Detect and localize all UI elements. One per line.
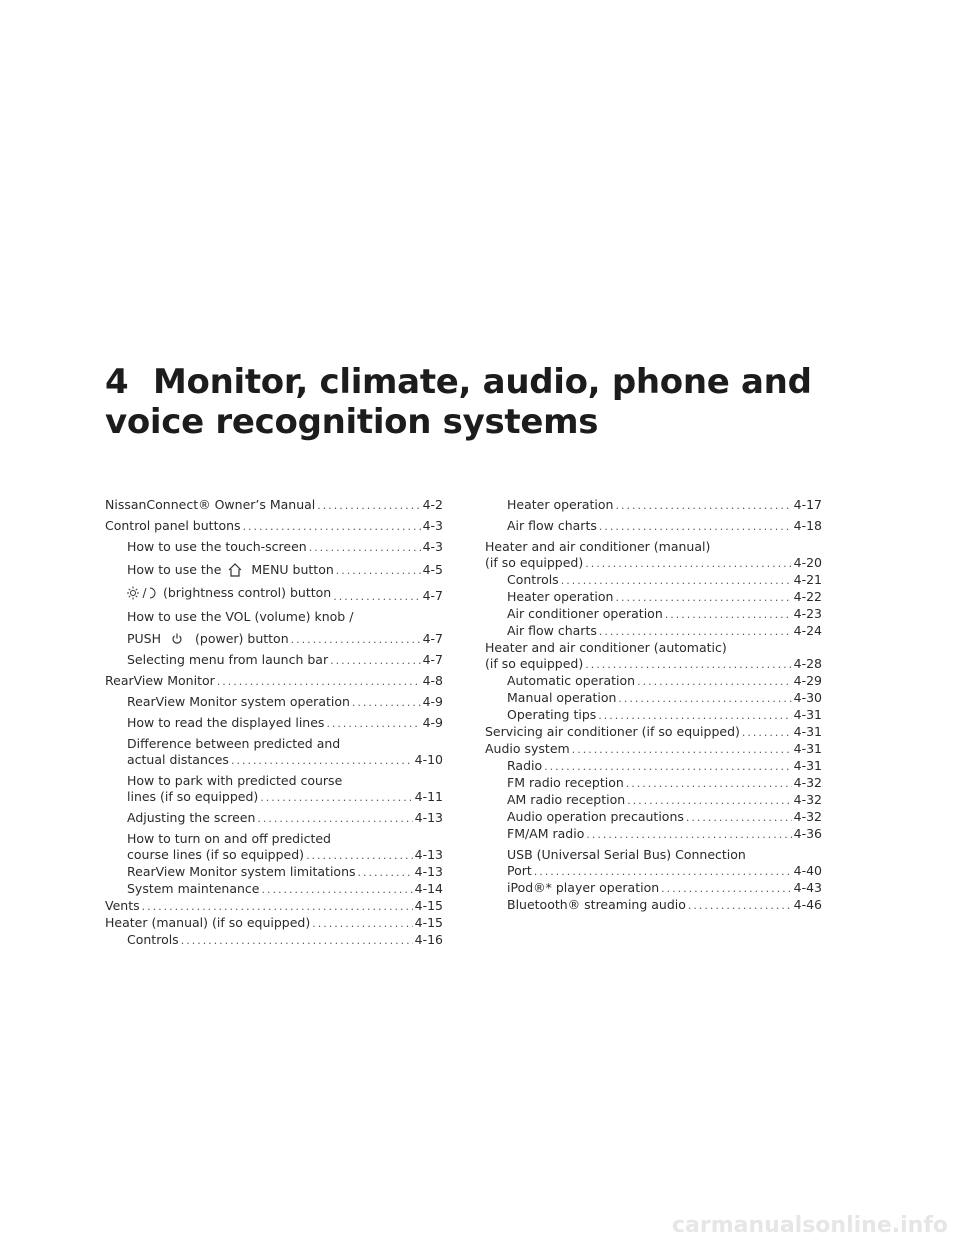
toc-entry-fm-am-radio[interactable]: FM/AM radio ..... 4-36	[485, 826, 822, 843]
toc-entry-manual-operation[interactable]: Manual operation ..... 4-30	[485, 690, 822, 707]
chapter-title-text-1: Monitor, climate, audio, phone and	[153, 362, 812, 402]
home-icon	[227, 562, 243, 578]
toc-entry-audio-precautions[interactable]: Audio operation precautions ..... 4-32	[485, 809, 822, 826]
toc-entry-ac-heater-operation[interactable]: Heater operation ..... 4-22	[485, 589, 822, 606]
toc-left-column	[105, 497, 443, 949]
toc-entry-launch-bar[interactable]: Selecting menu from launch bar ..... 4-7	[105, 652, 443, 669]
toc-entry-park-predicted-course[interactable]: How to park with predicted course lines (if so equipped) ..... 4-11	[105, 773, 443, 806]
toc-entry-rearview-operation[interactable]: RearView Monitor system operation ..... 4-9	[105, 694, 443, 711]
toc-entry-heater-controls[interactable]: Controls ..... 4-16	[105, 932, 443, 949]
toc-entry-operating-tips[interactable]: Operating tips ..... 4-31	[485, 707, 822, 724]
toc-entry-heater-manual[interactable]: Heater (manual) (if so equipped) ..... 4-15	[105, 915, 443, 932]
toc-entry-bluetooth-audio[interactable]: Bluetooth® streaming audio ..... 4-46	[485, 897, 822, 914]
toc-entry-turn-course-lines[interactable]: How to turn on and off predicted course lines (if so equipped) ..... 4-13	[105, 831, 443, 864]
toc-entry-usb-port[interactable]: USB (Universal Serial Bus) Connection Port ..... 4-40	[485, 847, 822, 880]
toc-entry-menu-button[interactable]: How to use the MENU button ..... 4-5	[105, 562, 443, 579]
toc-entry-audio-system[interactable]: Audio system ..... 4-31	[485, 741, 822, 758]
toc-entry-ac-air-flow-charts[interactable]: Air flow charts ..... 4-24	[485, 623, 822, 640]
toc-entry-am-reception[interactable]: AM radio reception ..... 4-32	[485, 792, 822, 809]
toc-entry-automatic-operation[interactable]: Automatic operation ..... 4-29	[485, 673, 822, 690]
toc-entry-heater-operation[interactable]: Heater operation ..... 4-17	[485, 497, 822, 514]
toc-entry-adjusting-screen[interactable]: Adjusting the screen ..... 4-13	[105, 810, 443, 827]
toc-entry-heater-ac-manual[interactable]: Heater and air conditioner (manual) (if so equipped) ..... 4-20	[485, 539, 822, 572]
footer	[0, 1206, 960, 1242]
toc-entry-ac-controls[interactable]: Controls ..... 4-21	[485, 572, 822, 589]
chapter-title	[105, 362, 925, 442]
toc-entry-servicing-ac[interactable]: Servicing air conditioner (if so equipped) ..... 4-31	[485, 724, 822, 741]
toc-entry-nissanconnect-manual[interactable]: NissanConnect® Owner’s Manual ..... 4-2	[105, 497, 443, 514]
toc-entry-brightness-button[interactable]: (brightness control) button ..... 4-7	[105, 585, 443, 605]
toc-right-column	[485, 497, 822, 914]
toc-entry-radio[interactable]: Radio ..... 4-31	[485, 758, 822, 775]
chapter-title-line-2: voice recognition systems	[105, 402, 599, 442]
toc-entry-control-panel-buttons[interactable]: Control panel buttons ..... 4-3	[105, 518, 443, 535]
chapter-number: 4	[105, 362, 129, 402]
toc-entry-predicted-actual-distance[interactable]: Difference between predicted and actual distances ..... 4-10	[105, 736, 443, 769]
toc-entry-heater-ac-automatic[interactable]: Heater and air conditioner (automatic) (if so equipped) ..... 4-28	[485, 640, 822, 673]
toc-entry-air-flow-charts[interactable]: Air flow charts ..... 4-18	[485, 518, 822, 535]
toc-entry-ipod-player[interactable]: iPod®* player operation ..... 4-43	[485, 880, 822, 897]
power-icon	[171, 633, 183, 645]
toc-entry-rearview-monitor[interactable]: RearView Monitor ..... 4-8	[105, 673, 443, 690]
watermark-text: carmanualsonline.info	[672, 1213, 948, 1238]
toc-entry-touch-screen[interactable]: How to use the touch-screen ..... 4-3	[105, 539, 443, 556]
toc-entry-vents[interactable]: Vents ..... 4-15	[105, 898, 443, 915]
brightness-icon	[127, 586, 157, 600]
chapter-title-line-1	[105, 362, 925, 402]
toc-entry-ac-operation[interactable]: Air conditioner operation ..... 4-23	[485, 606, 822, 623]
toc-entry-system-limitations[interactable]: RearView Monitor system limitations ..... 4-13	[105, 864, 443, 881]
toc-entry-fm-reception[interactable]: FM radio reception ..... 4-32	[485, 775, 822, 792]
toc-entry-vol-knob[interactable]: How to use the VOL (volume) knob / PUSH (power) button ..... 4-7	[105, 609, 443, 648]
toc-entry-system-maintenance[interactable]: System maintenance ..... 4-14	[105, 881, 443, 898]
toc-entry-displayed-lines[interactable]: How to read the displayed lines ..... 4-9	[105, 715, 443, 732]
